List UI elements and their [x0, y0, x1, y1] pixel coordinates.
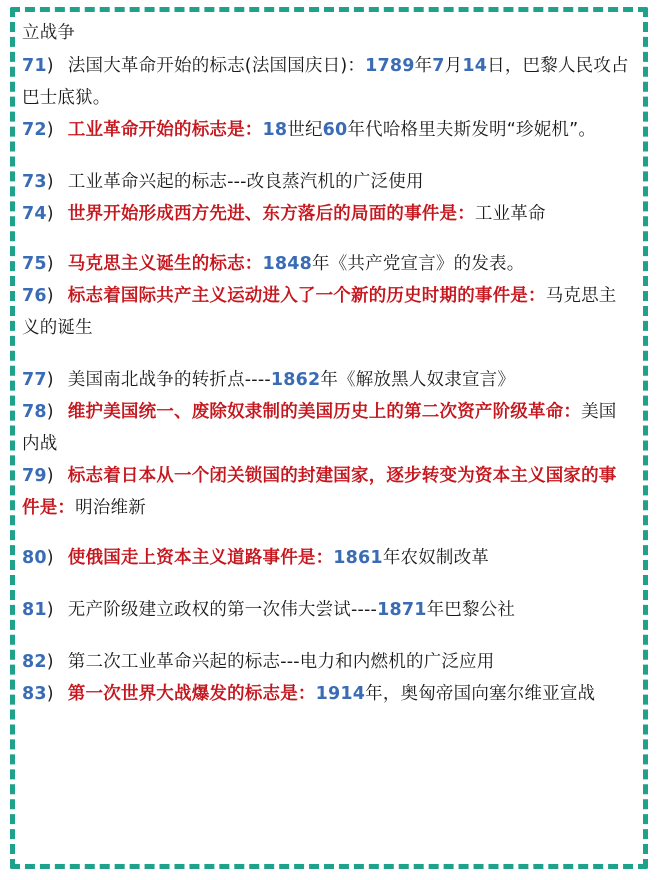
- top-fragment-text: 立战争: [22, 23, 76, 43]
- fact-number-paren: ): [46, 286, 54, 306]
- fact-number-paren: ): [46, 172, 54, 192]
- fact-item: [22, 166, 634, 198]
- fact-text: 工业革命兴起的标志---改良蒸汽机的广泛使用: [67, 172, 424, 192]
- item-spacer: [22, 574, 634, 594]
- fact-text: 年《共产党宣言》的发表。: [312, 254, 525, 274]
- fact-item: [22, 50, 634, 114]
- fact-text: 月: [444, 56, 463, 76]
- fact-text: 年，奥匈帝国向塞尔维亚宣战: [365, 684, 596, 704]
- fact-item: [22, 248, 634, 280]
- fact-item: [22, 198, 634, 230]
- fact-number-paren: ): [46, 600, 54, 620]
- fact-date-number: 1789: [365, 56, 415, 76]
- fact-text: 马克思主义的诞生: [22, 286, 617, 338]
- item-spacer: [22, 524, 634, 542]
- fact-text: 年: [414, 56, 433, 76]
- notes-content: [22, 18, 634, 710]
- fact-item: [22, 364, 634, 396]
- fact-item: [22, 396, 634, 460]
- fact-text: 第二次工业革命兴起的标志---电力和内燃机的广泛应用: [67, 652, 495, 672]
- fact-number-paren: ): [46, 402, 54, 422]
- fact-number-paren: ): [46, 370, 54, 390]
- fact-number: 83: [22, 684, 47, 704]
- fact-highlight-text: 第一次世界大战爆发的标志是：: [67, 684, 316, 704]
- fact-number: 77: [22, 370, 47, 390]
- fact-date-number: 7: [432, 56, 445, 76]
- fact-highlight-text: 世界开始形成西方先进、东方落后的局面的事件是：: [67, 204, 475, 224]
- fact-text: 美国南北战争的转折点----: [67, 370, 271, 390]
- fact-date-number: 60: [322, 120, 348, 140]
- fact-item: [22, 460, 634, 524]
- fact-item: [22, 280, 634, 344]
- fact-number-paren: ): [46, 684, 54, 704]
- item-spacer: [22, 230, 634, 248]
- item-spacer: [22, 146, 634, 166]
- fact-date-number: 1914: [315, 684, 366, 704]
- fact-number: 73: [22, 172, 47, 192]
- fact-number: 76: [22, 286, 47, 306]
- fact-number: 72: [22, 120, 47, 140]
- fact-number: 79: [22, 466, 47, 486]
- fact-highlight-text: 工业革命开始的标志是：: [67, 120, 263, 140]
- fact-number-paren: ): [46, 466, 54, 486]
- fact-text: 美国内战: [22, 402, 617, 454]
- fact-item: [22, 678, 634, 710]
- fact-number: 80: [22, 548, 47, 568]
- item-spacer: [22, 626, 634, 646]
- fact-number-paren: ): [46, 548, 54, 568]
- fact-number-paren: ): [46, 652, 54, 672]
- fact-number: 82: [22, 652, 47, 672]
- fact-date-number: 1861: [333, 548, 383, 568]
- fact-text: 年农奴制改革: [382, 548, 490, 568]
- fact-highlight-text: 维护美国统一、废除奴隶制的美国历史上的第二次资产阶级革命：: [67, 402, 582, 422]
- fact-date-number: 1848: [262, 254, 313, 274]
- fact-number-paren: ): [46, 254, 54, 274]
- fact-text: 年代哈格里夫斯发明“珍妮机”。: [347, 120, 597, 140]
- fact-number: 74: [22, 204, 47, 224]
- fact-text: 法国大革命开始的标志(法国国庆日)：: [67, 56, 366, 76]
- fact-number: 81: [22, 600, 47, 620]
- fact-highlight-text: 标志着日本从一个闭关锁国的封建国家，逐步转变为资本主义国家的事件是：: [22, 466, 617, 518]
- fact-date-number: 18: [262, 120, 288, 140]
- history-facts-list: [22, 50, 634, 710]
- fact-text: 工业革命: [474, 204, 546, 224]
- fact-date-number: 1862: [270, 370, 321, 390]
- fact-text: 无产阶级建立政权的第一次伟大尝试----: [67, 600, 378, 620]
- fact-text: 明治维新: [75, 498, 146, 518]
- fact-item: [22, 646, 634, 678]
- item-spacer: [22, 344, 634, 364]
- fact-number-paren: ): [46, 120, 54, 140]
- fact-text: 世纪: [287, 120, 323, 140]
- fact-text: 年《解放黑人奴隶宣言》: [320, 370, 516, 390]
- fact-text: 日，巴黎人民攻占巴士底狱。: [22, 56, 629, 108]
- fact-number-paren: ): [46, 204, 54, 224]
- fact-number: 78: [22, 402, 47, 422]
- fact-item: [22, 594, 634, 626]
- fact-number: 75: [22, 254, 47, 274]
- fact-highlight-text: 标志着国际共产主义运动进入了一个新的历史时期的事件是：: [67, 286, 546, 306]
- fact-number-paren: ): [46, 56, 54, 76]
- fact-number: 71: [22, 56, 47, 76]
- fact-item: [22, 114, 634, 146]
- fact-highlight-text: 使俄国走上资本主义道路事件是：: [67, 548, 334, 568]
- fact-text: 年巴黎公社: [426, 600, 516, 620]
- fact-highlight-text: 马克思主义诞生的标志：: [67, 254, 263, 274]
- fact-item: [22, 542, 634, 574]
- fact-date-number: 1871: [377, 600, 427, 620]
- fact-date-number: 14: [462, 56, 488, 76]
